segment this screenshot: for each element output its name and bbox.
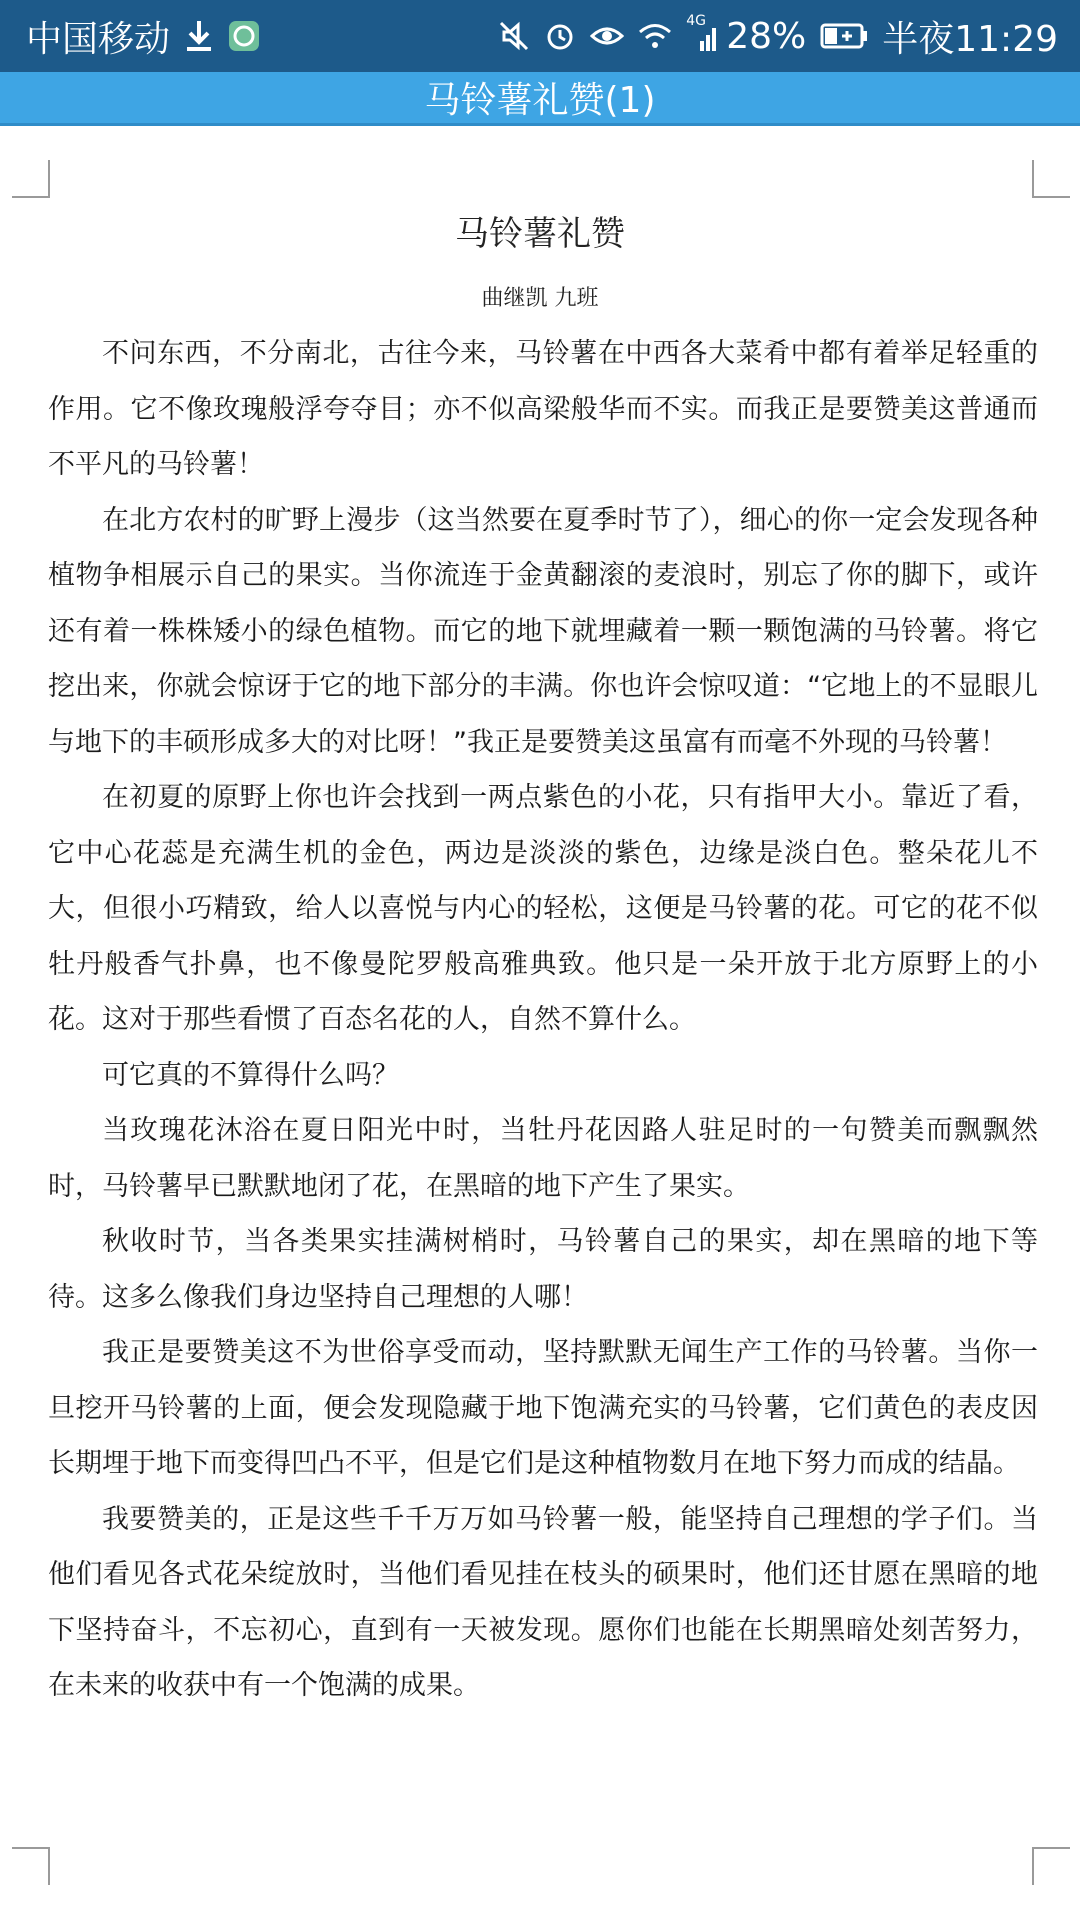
page-corner-mark [1032,160,1070,198]
essay-title: 马铃薯礼赞 [455,214,625,254]
paragraph: 当玫瑰花沐浴在夏日阳光中时，当牡丹花因路人驻足时的一句赞美而飘飘然时，马铃薯早已默默地闭了花，在黑暗的地下产生了果实。 [48,1115,1038,1202]
wifi-icon [638,22,672,50]
mute-icon [498,20,530,52]
page-corner-mark [12,1847,50,1885]
paragraph: 在北方农村的旷野上漫步（这当然要在夏季时节了），细心的你一定会发现各种植物争相展示自己的果实。当你流连于金黄翻滚的麦浪时，别忘了你的脚下，或许还有着一株株矮小的绿色植物。而它的地下就埋藏着一颗一颗饱满的马铃薯。将它挖出来，你就会惊讶于它的地下部分的丰满。你也许会惊叹道：“它地上的不显眼儿与地下的丰硕形成多大的对比呀！”我正是要赞美这虽富有而毫不外现的马铃薯！ [48,504,1038,758]
signal-icon [686,13,720,51]
paragraph: 秋收时节，当各类果实挂满树梢时，马铃薯自己的果实，却在黑暗的地下等待。这多么像我们身边坚持自己理想的人哪！ [48,1226,1038,1313]
download-icon [184,19,214,53]
carrier-label: 中国移动 [26,18,171,60]
page-corner-mark [1032,1847,1070,1885]
paragraph: 可它真的不算得什么吗？ [102,1059,399,1091]
status-left [26,11,260,62]
document-title-bar [0,72,1080,126]
status-bar [0,0,1080,72]
paragraph: 我要赞美的，正是这些千千万万如马铃薯一般，能坚持自己理想的学子们。当他们看见各式花朵绽放时，当他们看见挂在枝头的硕果时，他们还甘愿在黑暗的地下坚持奋斗，不忘初心，直到有一天被发现。愿你们也能在长期黑暗处刻苦努力，在未来的收获中有一个饱满的成果。 [48,1503,1038,1701]
alarm-icon [544,20,576,52]
paragraph: 在初夏的原野上你也许会找到一两点紫色的小花，只有指甲大小。靠近了看，它中心花蕊是充满生机的金色，两边是淡淡的紫色，边缘是淡白色。整朵花儿不大，但很小巧精致，给人以喜悦与内心的轻松，这便是马铃薯的花。可它的花不似牡丹般香气扑鼻，也不像曼陀罗般高雅典致。他只是一朵开放于北方原野上的小花。这对于那些看惯了百态名花的人，自然不算什么。 [48,782,1038,1035]
status-right [484,11,1058,62]
eye-icon [590,22,624,50]
essay-author: 曲继凯 九班 [481,286,599,311]
app-icon [228,20,260,52]
battery-percent: 28% [726,15,807,57]
paragraph: 我正是要赞美这不为世俗享受而动，坚持默默无闻生产工作的马铃薯。当你一旦挖开马铃薯的上面，便会发现隐藏于地下饱满充实的马铃薯，它们黄色的表皮因长期埋于地下而变得凹凸不平，但是它们是这种植物数月在地下努力而成的结晶。 [48,1337,1038,1479]
essay-body [48,326,1038,1714]
document-page[interactable] [0,126,1080,1920]
network-type-label: 4G [686,13,706,29]
page-corner-mark [12,160,50,198]
battery-icon [820,22,868,50]
paragraph: 不问东西，不分南北，古往今来，马铃薯在中西各大菜肴中都有着举足轻重的作用。它不像玫瑰般浮夸夺目；亦不似高梁般华而不实。而我正是要赞美这普通而不平凡的马铃薯！ [48,338,1038,480]
clock-label: 半夜11:29 [882,18,1058,60]
document-tab-title: 马铃薯礼赞(1) [424,80,656,121]
